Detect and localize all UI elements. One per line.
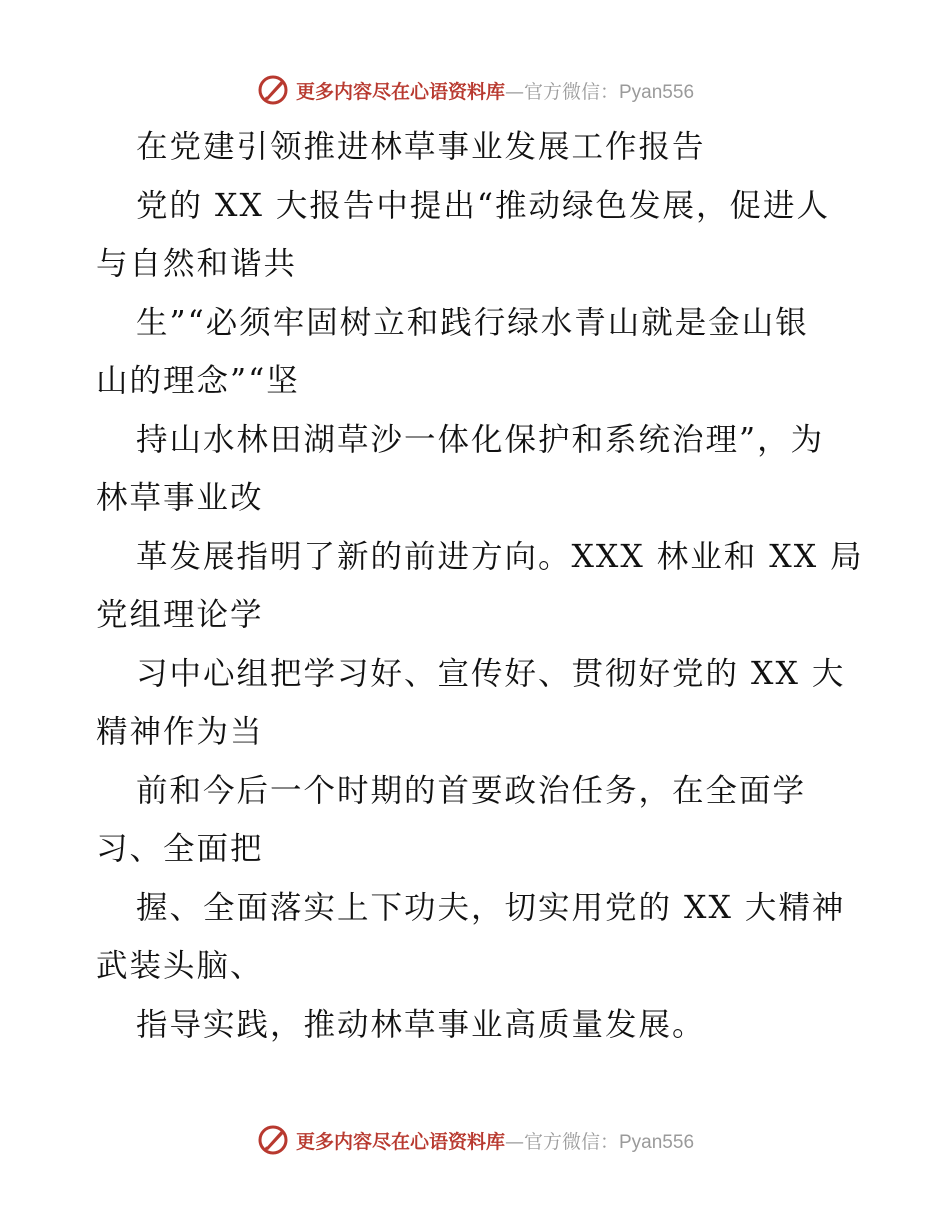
paragraph-line: 武装头脑、 [96, 948, 264, 984]
paragraph-line: 握、全面落实上下功夫，切实用党的 XX 大精神 [136, 889, 846, 926]
paragraph-line: 前和今后一个时期的首要政治任务，在全面学 [136, 772, 807, 809]
paragraph-line: 山的理念”“坚 [96, 363, 300, 399]
paragraph-line: 习中心组把学习好、宣传好、贯彻好党的 XX 大 [136, 655, 846, 692]
document-title: 在党建引领推进林草事业发展工作报告 [136, 129, 706, 165]
paragraph-line: 党的 XX 大报告中提出“推动绿色发展，促进人 [136, 187, 830, 224]
quill-pen-logo-icon [256, 73, 290, 107]
paragraph-line: 持山水林田湖草沙一体化保护和系统治理”，为 [136, 421, 825, 458]
header-watermark [0, 70, 950, 110]
paragraph-line: 精神作为当 [96, 714, 264, 750]
document-body [96, 118, 864, 1054]
paragraph-line: 林草事业改 [96, 480, 264, 516]
paragraph-line: 习、全面把 [96, 831, 264, 867]
paragraph-line: 党组理论学 [96, 597, 264, 633]
watermark-text: 更多内容尽在心语资料库—官方微信：Pyan556 [295, 80, 695, 103]
quill-pen-logo-icon [256, 1123, 290, 1157]
watermark-text: 更多内容尽在心语资料库—官方微信：Pyan556 [295, 1130, 695, 1153]
paragraph-line: 生”“必须牢固树立和践行绿水青山就是金山银 [136, 304, 809, 341]
footer-watermark [0, 1120, 950, 1160]
paragraph-line: 革发展指明了新的前进方向。XXX 林业和 XX 局 [136, 538, 864, 575]
paragraph-line: 指导实践，推动林草事业高质量发展。 [136, 1006, 706, 1043]
paragraph-line: 与自然和谐共 [96, 246, 298, 282]
